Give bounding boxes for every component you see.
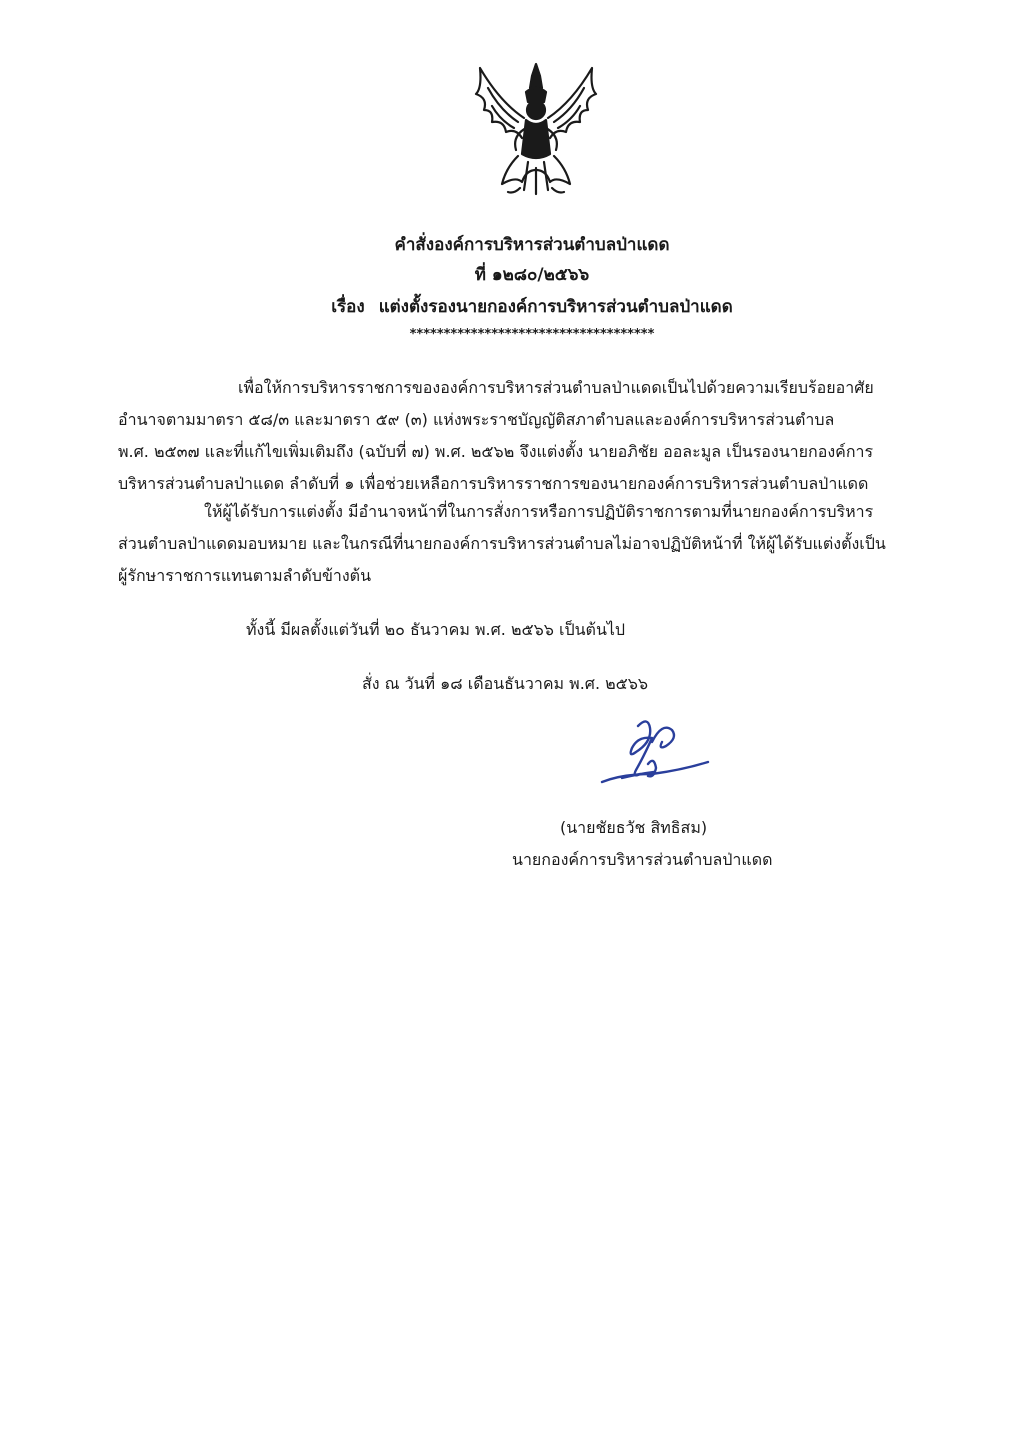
subject-text: แต่งตั้งรองนายกองค์การบริหารส่วนตำบลป่าแดด bbox=[378, 297, 733, 317]
paragraph-line: พ.ศ. ๒๕๓๗ และที่แก้ไขเพิ่มเติมถึง (ฉบับที่ ๗) พ.ศ. ๒๕๖๒ จึงแต่งตั้ง นายอภิชัย ออละมูล เป็นรองนายกองค์การ bbox=[118, 442, 874, 461]
garuda-emblem-icon bbox=[466, 58, 606, 198]
effective-date: ทั้งนี้ มีผลตั้งแต่วันที่ ๒๐ ธันวาคม พ.ศ. ๒๕๖๖ เป็นต้นไป bbox=[246, 620, 626, 639]
header-separator: ************************************ bbox=[409, 327, 655, 342]
order-date: สั่ง ณ วันที่ ๑๘ เดือนธันวาคม พ.ศ. ๒๕๖๖ bbox=[362, 674, 649, 693]
signer-position: นายกองค์การบริหารส่วนตำบลป่าแดด bbox=[512, 850, 773, 869]
paragraph-2 bbox=[118, 496, 950, 592]
paragraph-line: ผู้รักษาราชการแทนตามลำดับข้างต้น bbox=[118, 566, 372, 585]
handwritten-signature bbox=[592, 712, 722, 802]
paragraph-line: บริหารส่วนตำบลป่าแดด ลำดับที่ ๑ เพื่อช่วยเหลือการบริหารราชการของนายกองค์การบริหารส่วนตำบลป่าแดด bbox=[118, 474, 869, 493]
document-subject bbox=[20, 294, 1024, 320]
signer-name: (นายชัยธวัช สิทธิสม) bbox=[560, 818, 708, 837]
document-number: ที่ ๑๒๘๐/๒๕๖๖ bbox=[474, 265, 590, 285]
paragraph-line: ส่วนตำบลป่าแดดมอบหมาย และในกรณีที่นายกองค์การบริหารส่วนตำบลไม่อาจปฏิบัติหน้าที่ ให้ผู้ได้รับแต่งตั้งเป็น bbox=[118, 534, 886, 553]
paragraph-line: เพื่อให้การบริหารราชการขององค์การบริหารส่วนตำบลป่าแดดเป็นไปด้วยความเรียบร้อยอาศัย bbox=[238, 378, 874, 397]
paragraph-line: ให้ผู้ได้รับการแต่งตั้ง มีอำนาจหน้าที่ในการสั่งการหรือการปฏิบัติราชการตามที่นายกองค์การบริหาร bbox=[204, 502, 874, 521]
paragraph-line: อำนาจตามมาตรา ๕๘/๓ และมาตรา ๕๙ (๓) แห่งพระราชบัญญัติสภาตำบลและองค์การบริหารส่วนตำบล bbox=[118, 410, 835, 429]
subject-label: เรื่อง bbox=[331, 297, 365, 317]
paragraph-1 bbox=[118, 372, 950, 500]
document-title: คำสั่งองค์การบริหารส่วนตำบลป่าแดด bbox=[394, 235, 670, 255]
